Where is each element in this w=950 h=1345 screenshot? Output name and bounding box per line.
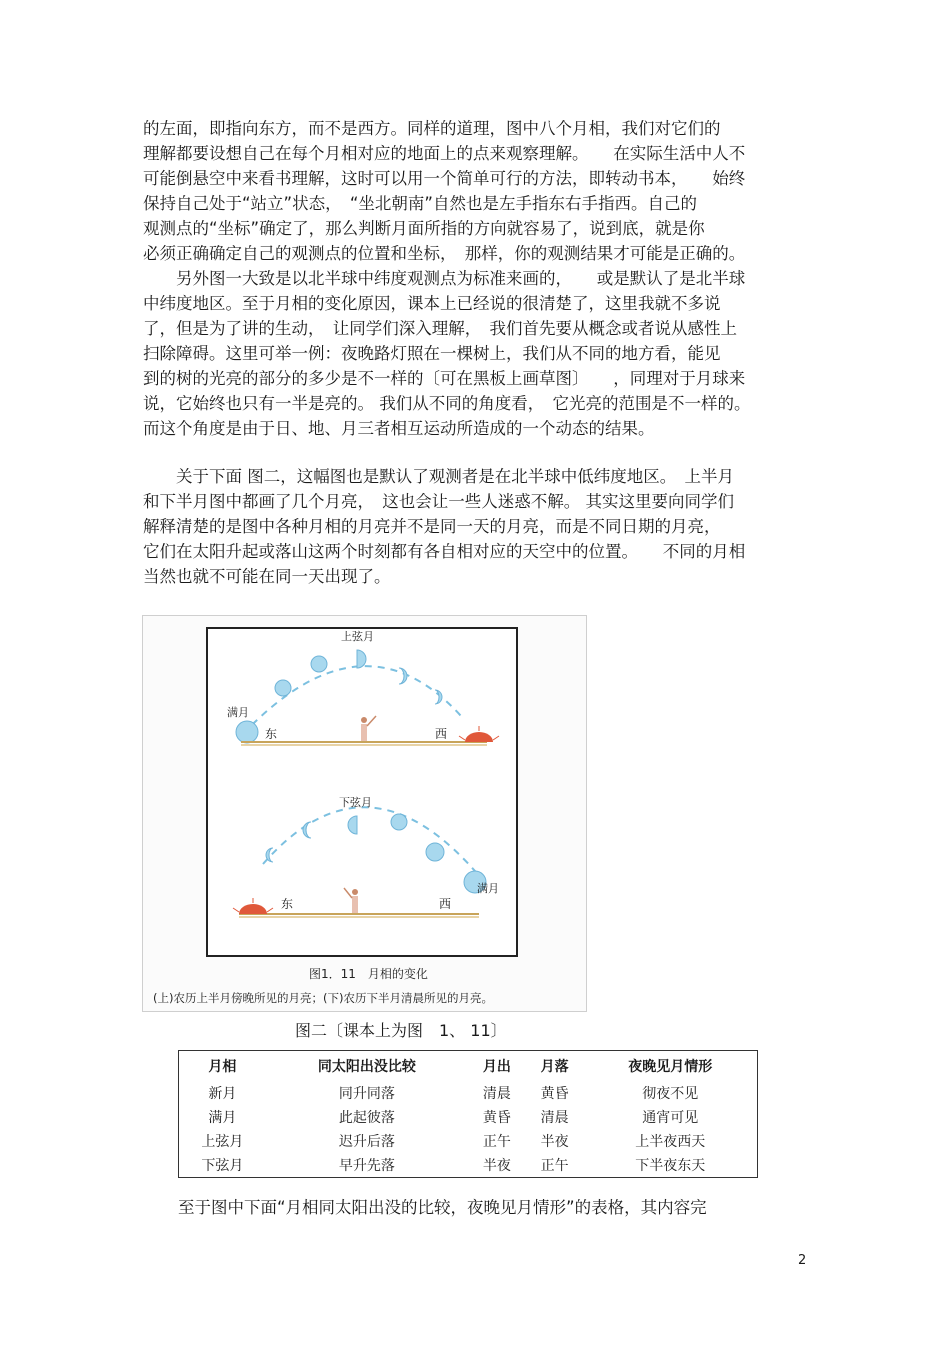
gibbous-moon-icon	[426, 843, 444, 861]
table-cell: 黄昏	[540, 1086, 569, 1102]
table-cell: 新月	[208, 1086, 237, 1102]
bottom-east-label: 东	[281, 897, 294, 911]
text-line: 到的树的光亮的部分的多少是不一样的〔可在黑板上画草图〕 ，同理对于月球来	[143, 369, 746, 388]
figure-note: (上)农历上半月傍晚所见的月亮；(下)农历下半月清晨所见的月亮。	[153, 991, 493, 1005]
table-cell: 彻夜不见	[642, 1086, 699, 1102]
table-cell: 同升同落	[338, 1086, 395, 1102]
text-line: 了，但是为了讲的生动， 让同学们深入理解， 我们首先要从概念或者说从感性上	[143, 319, 737, 338]
moon-phase-table	[178, 1050, 758, 1178]
last-quarter-label: 下弦月	[339, 796, 372, 809]
gibbous-moon-icon	[391, 814, 407, 830]
text-line: 和下半月图中都画了几个月亮， 这也会让一些人迷惑不解。 其实这里要向同学们	[143, 492, 734, 511]
table-cell: 半夜	[482, 1158, 511, 1174]
table-cell: 此起彼落	[338, 1110, 395, 1126]
top-west-label: 西	[435, 727, 448, 741]
table-cell: 迟升后落	[338, 1134, 395, 1150]
table-cell: 满月	[208, 1110, 237, 1126]
gibbous-moon-icon	[275, 680, 291, 696]
table-cell: 黄昏	[482, 1110, 511, 1126]
gibbous-moon-icon	[311, 656, 327, 672]
table-cell: 通宵可见	[642, 1110, 699, 1126]
text-line: 它们在太阳升起或落山这两个时刻都有各自相对应的天空中的位置。 不同的月相	[143, 542, 746, 561]
text-line: 扫除障碍。这里可举一例：夜晚路灯照在一棵树上，我们从不同的地方看，能见	[143, 344, 721, 363]
paragraph-1	[143, 116, 813, 441]
table-cell: 清晨	[540, 1110, 569, 1126]
bottom-west-label: 西	[439, 897, 452, 911]
table-header: 月落	[540, 1059, 569, 1075]
table-header-row	[179, 1051, 757, 1081]
text-line: 关于下面 图二，这幅图也是默认了观测者是在北半球中低纬度地区。 上半月	[143, 467, 734, 486]
table-cell: 上半夜西天	[635, 1134, 706, 1150]
closing-text-line: 至于图中下面“月相同太阳出没的比较，夜晚见月情形”的表格，其内容完	[178, 1198, 707, 1217]
full-moon-icon	[236, 721, 258, 743]
paragraph-2	[143, 464, 813, 589]
table-cell: 早升先落	[338, 1158, 395, 1174]
text-line: 解释清楚的是图中各种月相的月亮并不是同一天的月亮，而是不同日期的月亮，	[143, 517, 721, 536]
text-line: 另外图一大致是以北半球中纬度观测点为标准来画的， 或是默认了是北半球	[143, 269, 746, 288]
table-row	[179, 1129, 757, 1153]
figure-title: 图1．11 月相的变化	[309, 967, 428, 981]
table-header: 同太阳出没比较	[317, 1059, 416, 1075]
moon-phase-diagram	[143, 616, 588, 1013]
text-line: 说，它始终也只有一半是亮的。 我们从不同的角度看， 它光亮的范围是不一样的。	[143, 394, 751, 413]
table-header: 月出	[482, 1059, 511, 1075]
text-line: 的左面，即指向东方，而不是西方。同样的道理，图中八个月相，我们对它们的	[143, 119, 721, 138]
first-quarter-label: 上弦月	[341, 630, 374, 643]
text-line: 可能倒悬空中来看书理解，这时可以用一个简单可行的方法，即转动书本， 始终	[143, 169, 746, 188]
text-line: 中纬度地区。至于月相的变化原因，课本上已经说的很清楚了，这里我就不多说	[143, 294, 721, 313]
text-line: 观测点的“坐标”确定了，那么判断月面所指的方向就容易了，说到底，就是你	[143, 219, 705, 238]
table-row	[179, 1105, 757, 1129]
text-line: 而这个角度是由于日、地、月三者相互运动所造成的一个动态的结果。	[143, 419, 655, 438]
table-cell: 正午	[482, 1134, 511, 1150]
table-cell: 正午	[540, 1158, 569, 1174]
moon-phase-figure	[142, 615, 587, 1012]
top-east-label: 东	[265, 727, 278, 741]
table-row	[179, 1081, 757, 1105]
text-line: 保持自己处于“站立”状态， “坐北朝南”自然也是左手指东右手指西。自己的	[143, 194, 697, 213]
table-cell: 下弦月	[201, 1158, 244, 1174]
table-header: 夜晚见月情形	[628, 1059, 713, 1075]
table-row	[179, 1153, 757, 1177]
table-cell: 清晨	[482, 1086, 511, 1102]
bottom-full-moon-label: 满月	[477, 882, 499, 895]
text-line: 当然也就不可能在同一天出现了。	[143, 567, 391, 586]
table-header: 月相	[208, 1059, 237, 1075]
table-cell: 上弦月	[201, 1134, 244, 1150]
page-number: 2	[798, 1253, 807, 1268]
table-cell: 半夜	[540, 1134, 569, 1150]
table-cell: 下半夜东天	[635, 1158, 706, 1174]
text-line: 理解都要设想自己在每个月相对应的地面上的点来观察理解。 在实际生活中人不	[143, 144, 746, 163]
text-line: 必须正确确定自己的观测点的位置和坐标， 那样，你的观测结果才可能是正确的。	[143, 244, 746, 263]
top-full-moon-label: 满月	[227, 706, 249, 719]
figure-caption: 图二〔课本上为图 1、 11〕	[295, 1021, 507, 1040]
